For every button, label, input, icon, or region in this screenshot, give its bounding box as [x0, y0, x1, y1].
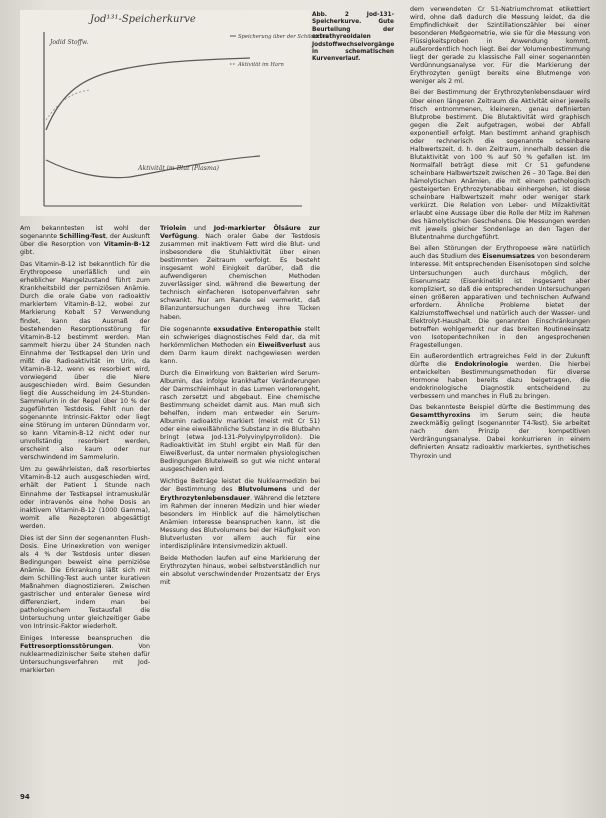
bold-term: Fettresorptionsstörungen — [20, 643, 112, 651]
text-column-right — [410, 6, 590, 811]
text-run: Wichtige Beiträge leistet die Nuklearmedizin bei der Bestimmung des — [160, 478, 320, 494]
text-run: im Serum sein; die heute zweckmäßig gelingt (sogenannter T4-Test). Sie arbeitet nach dem Prinzip der kompetitiven Verdrängungsanalyse. Dabei konkurrieren in einem definierten Ansatz radioaktiv markiertes, synthetisches Thyroxin und — [410, 412, 590, 460]
paragraph — [20, 225, 150, 257]
paragraph — [410, 353, 590, 401]
paragraph: dem verwendeten Cr 51-Natriumchromat etikettiert wird, ohne daß dadurch die Messung leidet, da die Empfindlichkeit der Szintillationszähler bei einer besonderen Meßgeometrie, wie sie für die Messung von Flüssigkeitsproben in Anwendung kommt, außerordentlich hoch liegt. Bei der Volumenbestimmung liegt der gerade zu klassische Fall einer sogenannten Verdünnungsanalyse vor. Für die Markierung der Erythrozyten genügt bereits eine Blutmenge von weniger als 2 ml. — [410, 6, 590, 86]
figure-title: Jod¹³¹-Speicherkurve — [90, 14, 196, 25]
paragraph — [160, 326, 320, 366]
figure-legend-2: Aktivität im Harn — [238, 62, 284, 68]
handdrawn-curve-figure — [20, 10, 329, 216]
text-run: Am bekanntesten ist wohl der sogenannte — [20, 225, 150, 241]
paragraph: Dies ist der Sinn der sogenannten Flush-Dosis. Eine Urinexkretion von weniger als 4 % der Testdosis unter diesen Bedingungen beweist eine perniziöse Anämie. Die Erkrankung läßt sich mit dem Schilling-Test auch unter kurativen Maßnahmen diagnostizieren. Zwischen gastrischer und enteraler Genese wird differenziert, indem man bei pathologischem Testausfall die Untersuchung unter gleichzeitiger Gabe von Intrinsic-Faktor wiederholt. — [20, 534, 150, 631]
text-run: Bei allen Störungen der Erythropoese wäre natürlich auch das Studium des — [410, 245, 590, 261]
text-run: werden. Die hierbei entwickelten Bestimmungsmethoden für diverse Hormone haben bereits dazu beigetragen, die endokrinologische Diagnostik entscheidend zu verbessern und manches in Fluß zu bringen. — [410, 361, 590, 401]
bold-term: Triolein — [160, 225, 187, 232]
text-run: . Nach oraler Gabe der Testdosis zusammen mit inaktivem Fett wird die Blut- und insbesondere die Stuhlaktivität über einen bestimmten Zeitraum verfolgt. Es besteht insgesamt wohl Einigkeit darüber, daß die aufwendigeren chemischen Methoden zuverlässiger sind, während die Bewertung der technisch einfacheren Isotopenverfahren sehr schwankt. Nur am Rande sei vermerkt, daß Bilanzuntersuchungen durchweg ihre Tücken haben. — [160, 233, 320, 321]
bold-term: Eiweißverlust — [258, 341, 307, 349]
text-run: aus dem Darm kaum direkt nachgewiesen werden kann. — [160, 341, 320, 365]
bold-term: Blutvolumens — [238, 486, 287, 494]
text-run: und der — [286, 486, 320, 494]
figure-label-bottom: Aktivität im Blut (Plasma) — [138, 165, 219, 172]
text-column-middle — [160, 225, 320, 805]
bold-term: Schilling-Test — [59, 233, 106, 241]
paragraph: Durch die Einwirkung von Bakterien wird Serum-Albumin, das infolge krankhafter Veränderungen der Darmschleimhaut in das Lumen verlorengeht, rasch zersetzt und abgebaut. Eine chemische Bestimmung scheidet damit aus. Man muß sich behelfen, indem man entweder ein Serum-Albumin radioaktiv markiert (meist mit Cr 51) oder eine eiweißähnliche Substanz in die Blutbahn bringt (etwa Jod-131-Polyvinylpyrrolidon). Die Radioaktivität im Stuhl ergibt ein Maß für den Eiweißverlust, da unter normalen physiologischen Bedingungen Bluteiweiß so gut wie nicht enteral ausgeschieden wird. — [160, 369, 320, 474]
page-number: 94 — [20, 793, 30, 801]
text-run: Das bekannteste Beispiel dürfte die Bestimmung des — [410, 404, 590, 412]
bold-term: Jod-markierter Ölsäure zur Verfügung — [160, 225, 320, 241]
text-run: und — [186, 225, 214, 232]
paragraph — [20, 635, 150, 675]
bold-term: Gesamtthyroxins — [410, 412, 471, 420]
text-run: gibt. — [20, 249, 35, 257]
text-column-left — [20, 225, 150, 800]
text-run: . Von nuklearmedizinischer Seite stehen dafür Untersuchungsverfahren mit Jod-markierten — [20, 643, 150, 675]
text-run: , der Auskunft über die Resorption von — [20, 233, 150, 249]
paragraph — [160, 225, 320, 322]
figure-label-top-left: Jodid Stoffw. — [50, 39, 89, 46]
text-run: Die sogenannte — [160, 325, 214, 333]
figure-jod-speicherkurve — [20, 10, 329, 216]
bold-term: Erythrozytenlebensdauer — [160, 494, 251, 502]
paragraph: Beide Methoden laufen auf eine Markierung der Erythrozyten hinaus, wobei selbstverständlich nur ein absolut verschwindender Prozentsatz der Erys mit — [160, 554, 320, 586]
bold-term: Eisenumsatzes — [482, 253, 535, 261]
paragraph: Das Vitamin-B-12 ist bekanntlich für die Erythropoese unerläßlich und ein erheblicher Mangelzustand führt zum Krankheitsbild der perniziösen Anämie. Durch die orale Gabe von radioaktiv markiertem Vitamin-B-12, wobei zur Markierung Kobalt 57 Verwendung findet, kann das Ausmaß der bestehenden Resorptionsstörung für Vitamin-B-12 bestimmt werden. Man sammelt hierzu über 24 Stunden nach Einnahme der Testkapsel den Urin und mißt die Radioaktivität im Urin, da Vitamin-B-12, wenn es resorbiert wird, vorwiegend über die Niere ausgeschieden wird. Beim Gesunden liegt die Ausscheidung im 24-Stunden-Sammelurin in der Regel über 10 % der zugeführten Testdosis. Fehlt nun der sogenannte Intrinsic-Faktor oder liegt eine Störung im unteren Dünndarm vor, so kann Vitamin-B-12 nicht oder nur unvollständig resorbiert werden, erscheint also kaum oder nur verschwindend im Sammelurin. — [20, 261, 150, 462]
text-run: Einiges Interesse beanspruchen die — [20, 635, 150, 643]
figure-legend-1: Speicherung über der Schilddrüse — [238, 34, 329, 40]
paragraph — [410, 245, 590, 350]
text-run: von besonderem Interesse. Mit entsprechenden Eisenisotopen sind solche Untersuchungen auch durchaus möglich, der Eisenumsatz (Eisenkinetik) ist insgesamt aber kompliziert, so daß die entsprechenden Untersuchungen einen größeren apparativen und technischen Aufwand erfordern. Ähnliche Probleme bietet der Kalziumstoffwechsel und natürlich auch der Wasser- und Elektrolyt-Haushalt. Die genannten Einschränkungen betreffen wohlgemerkt nur das breiten Routineeinsatz von Isotopentechniken in den angesprochenen Fragestellungen. — [410, 253, 590, 349]
text-run: Ein außerordentlich ertragreiches Feld in der Zukunft dürfte die — [410, 352, 590, 369]
bold-term: Vitamin-B-12 — [103, 241, 150, 249]
paragraph — [410, 404, 590, 460]
paragraph: Bei der Bestimmung der Erythrozytenlebensdauer wird über einen längeren Zeitraum die Aktivität einer jeweils frisch entnommenen, kleineren, genau definierten Blutprobe bestimmt. Die Blutaktivität wird graphisch gegen die Zeit aufgetragen, wobei der Abfall exponentiell erfolgt. Man bestimmt anhand graphisch oder rechnerisch die sogenannte scheinbare Halbwertszeit, d. h. den Zeitraum, innerhalb dessen die Blutaktivität von 100 % auf 50 % gefallen ist. Im Normalfall beträgt diese mit Cr 51 gefundene scheinbare Halbwertszeit zwischen 26 – 30 Tage. Bei den hämolytischen Anämien, die mit einem pathologisch gesteigerten Erythrozytenabbau einhergehen, ist diese scheinbare Halbwertszeit mehr oder weniger stark verkürzt. Die Relation von Leber- und Milzaktivität erlaubt eine Aussage über die Rolle der Milz im Rahmen des hämolytischen Geschehens. Die Messungen werden mit jeweils gleicher Sondenlage an den Tagen der Blutentnahme durchgeführt. — [410, 89, 590, 242]
paragraph — [160, 478, 320, 550]
text-run: . Während die letztere im Rahmen der inneren Medizin und hier wieder besonders im Hinblick auf die hämolytischen Anämien Interesse beanspruchen kann, ist die Messung des Blutvolumens bei der Häufigkeit von Blutverlusten vor allem auch für eine interdisziplinäre Intensivmedizin aktuell. — [160, 494, 320, 550]
bold-term: exsudative Enteropathie — [213, 325, 302, 333]
bold-term: Endokrinologie — [454, 361, 509, 369]
figure-caption: Abb. 2 Jod-131-Speicherkurve. Gute Beurteilung der extrathyreoidalen Jodstoffwechselvorgänge in schematischen Kurvenverlauf. — [312, 12, 395, 63]
paragraph: Um zu gewährleisten, daß resorbiertes Vitamin-B-12 auch ausgeschieden wird, erhält der Patient 1 Stunde nach Einnahme der Testkapsel intramuskulär oder intravenös eine hohe Dosis an inaktivem Vitamin-B-12 (1000 Gamma), womit alle Rezeptoren abgesättigt werden. — [20, 466, 150, 530]
text-run: stellt ein schwieriges diagnostisches Feld dar, da mit herkömmlichen Methoden ein — [160, 325, 321, 349]
